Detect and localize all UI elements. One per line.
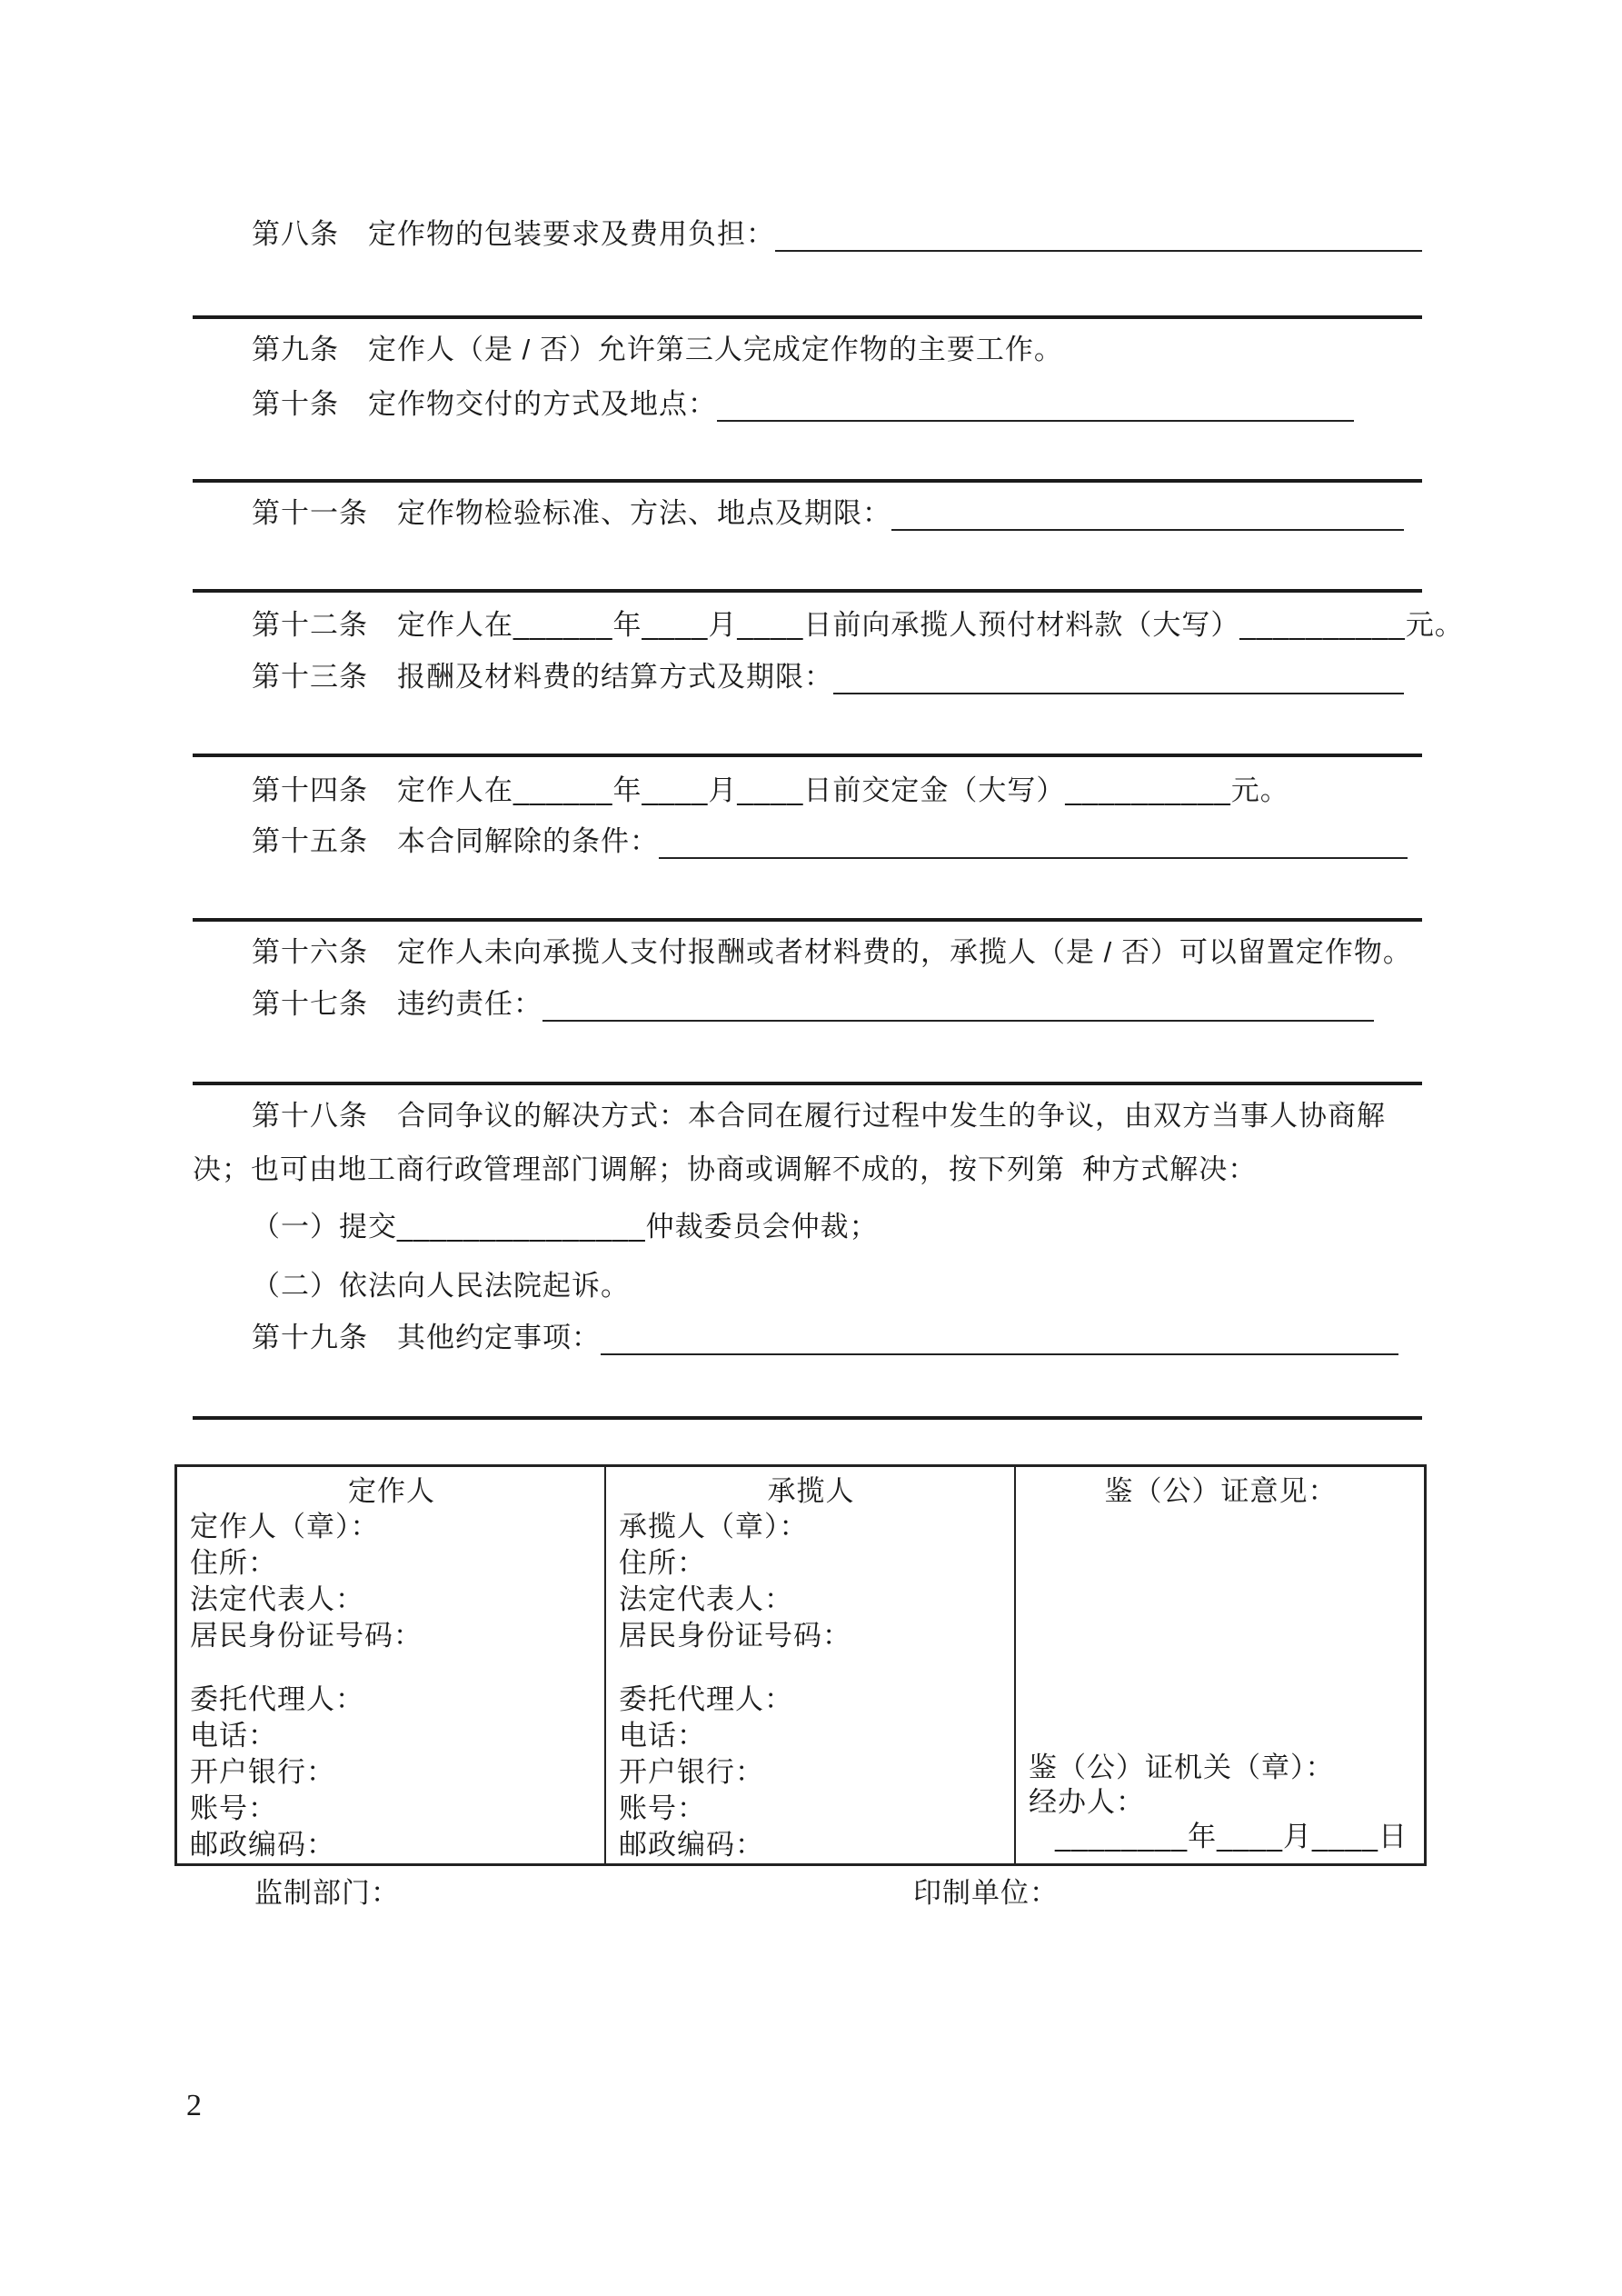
supervising-department-label: 监制部门： bbox=[254, 1877, 400, 1909]
clause-10 bbox=[193, 387, 1422, 422]
page-number: 2 bbox=[186, 2089, 202, 2122]
clause-19 bbox=[193, 1321, 1422, 1355]
notary-cell bbox=[1016, 1467, 1424, 1863]
notary-handler-label: 经办人： bbox=[1029, 1786, 1145, 1818]
ordering-party-address-label: 住所： bbox=[190, 1547, 277, 1579]
ordering-party-id-number-label: 居民身份证号码： bbox=[190, 1620, 423, 1652]
clause-18-text-2: 决；也可由地工商行政管理部门调解；协商或调解不成的，按下列第 种方式解决： bbox=[193, 1153, 1258, 1185]
notary-opinion-header: 鉴（公）证意见： bbox=[1104, 1475, 1338, 1507]
clause-13-text: 第十三条 报酬及材料费的结算方式及期限： bbox=[252, 661, 833, 693]
clause-8 bbox=[193, 217, 1422, 252]
ordering-party-spacer bbox=[190, 1654, 593, 1682]
contractor-seal-label: 承揽人（章）： bbox=[619, 1511, 809, 1542]
contractor-address-label: 住所： bbox=[619, 1547, 706, 1579]
clause-8-blank-line bbox=[775, 217, 1422, 252]
clause-15-blank-line bbox=[659, 824, 1408, 859]
clause-17-text: 第十七条 违约责任： bbox=[252, 988, 542, 1020]
clause-9-text: 第九条 定作人（是 / 否）允许第三人完成定作物的主要工作。 bbox=[252, 334, 1063, 365]
clause-17-blank-line bbox=[542, 987, 1374, 1022]
clause-11-text: 第十一条 定作物检验标准、方法、地点及期限： bbox=[252, 497, 891, 529]
clause-10-text: 第十条 定作物交付的方式及地点： bbox=[252, 388, 717, 420]
printing-unit-label: 印制单位： bbox=[913, 1877, 1059, 1909]
clause-14-text: 第十四条 定作人在______年____月____日前交定金（大写）__________元。 bbox=[252, 774, 1289, 806]
clause-18-line-2 bbox=[193, 1153, 1422, 1187]
contractor-account-label: 账号： bbox=[619, 1792, 706, 1824]
clause-18-item-1 bbox=[193, 1210, 1422, 1244]
clause-13-blank-line bbox=[833, 660, 1404, 694]
ordering-party-account-label: 账号： bbox=[190, 1792, 277, 1824]
contractor-id-number-label: 居民身份证号码： bbox=[619, 1620, 851, 1652]
clause-11 bbox=[193, 496, 1422, 531]
contractor-phone-label: 电话： bbox=[619, 1720, 706, 1752]
section-divider-6 bbox=[193, 1082, 1422, 1085]
section-divider-1 bbox=[193, 315, 1422, 319]
clause-17 bbox=[193, 987, 1422, 1022]
section-divider-5 bbox=[193, 918, 1422, 922]
clause-18-text-1: 第十八条 合同争议的解决方式：本合同在履行过程中发生的争议，由双方当事人协商解 bbox=[252, 1100, 1386, 1132]
clause-12 bbox=[193, 608, 1464, 643]
clause-14 bbox=[193, 774, 1422, 808]
contractor-legal-rep-label: 法定代表人： bbox=[619, 1583, 793, 1615]
clause-18-item-2 bbox=[193, 1269, 1422, 1303]
notary-date-line: ________年____月____日 bbox=[1055, 1821, 1408, 1852]
ordering-party-bank-label: 开户银行： bbox=[190, 1756, 335, 1788]
section-divider-7 bbox=[193, 1416, 1422, 1420]
clause-19-text: 第十九条 其他约定事项： bbox=[252, 1322, 601, 1353]
clause-12-text: 第十二条 定作人在______年____月____日前向承揽人预付材料款（大写）__________元。 bbox=[252, 609, 1464, 641]
clause-16-text: 第十六条 定作人未向承揽人支付报酬或者材料费的，承揽人（是 / 否）可以留置定作物。 bbox=[252, 936, 1412, 968]
contractor-header: 承揽人 bbox=[767, 1475, 855, 1507]
clause-10-blank-line bbox=[717, 387, 1354, 422]
contractor-postcode-label: 邮政编码： bbox=[619, 1829, 764, 1861]
ordering-party-legal-rep-label: 法定代表人： bbox=[190, 1583, 364, 1615]
section-divider-4 bbox=[193, 754, 1422, 757]
section-divider-2 bbox=[193, 479, 1422, 483]
notary-signoff-block bbox=[1029, 1751, 1408, 1854]
signature-table bbox=[174, 1464, 1427, 1866]
clause-15-text: 第十五条 本合同解除的条件： bbox=[252, 825, 659, 857]
ordering-party-seal-label: 定作人（章）： bbox=[190, 1511, 380, 1542]
contractor-spacer bbox=[619, 1654, 1003, 1682]
notary-authority-label: 鉴（公）证机关（章）： bbox=[1029, 1752, 1335, 1783]
clause-16 bbox=[193, 935, 1422, 970]
ordering-party-agent-label: 委托代理人： bbox=[190, 1683, 364, 1715]
clause-15 bbox=[193, 824, 1422, 859]
ordering-party-postcode-label: 邮政编码： bbox=[190, 1829, 335, 1861]
clause-9 bbox=[193, 333, 1422, 367]
clause-18-item-2-text: （二）依法向人民法院起诉。 bbox=[252, 1270, 630, 1302]
clause-19-blank-line bbox=[601, 1321, 1398, 1355]
clause-8-text: 第八条 定作物的包装要求及费用负担： bbox=[252, 218, 775, 250]
clause-18-item-1-text: （一）提交_______________仲裁委员会仲裁； bbox=[252, 1211, 879, 1243]
clause-11-blank-line bbox=[891, 496, 1404, 531]
contractor-agent-label: 委托代理人： bbox=[619, 1683, 793, 1715]
contractor-cell bbox=[606, 1467, 1016, 1863]
clause-13 bbox=[193, 660, 1422, 694]
section-divider-3 bbox=[193, 589, 1422, 593]
ordering-party-header: 定作人 bbox=[348, 1475, 435, 1507]
ordering-party-cell bbox=[177, 1467, 606, 1863]
clause-18-line-1 bbox=[193, 1099, 1422, 1133]
ordering-party-phone-label: 电话： bbox=[190, 1720, 277, 1752]
contractor-bank-label: 开户银行： bbox=[619, 1756, 764, 1788]
